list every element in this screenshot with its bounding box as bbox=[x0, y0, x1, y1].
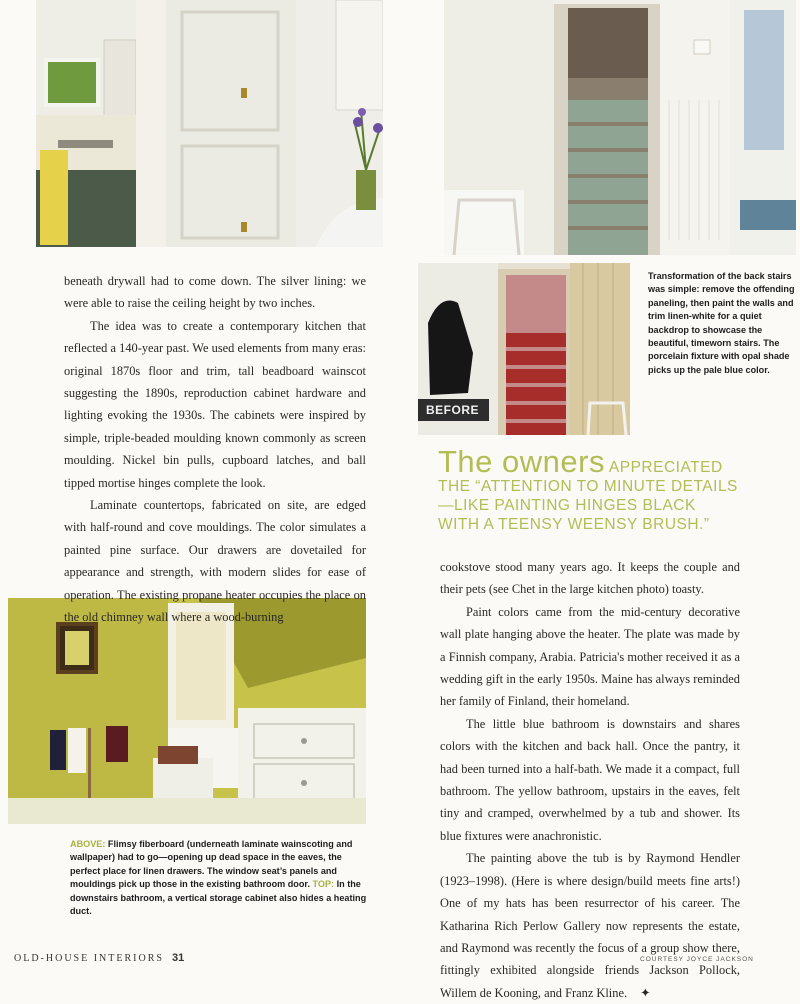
body-paragraph bbox=[440, 847, 740, 1004]
pull-quote-line: THE “ATTENTION TO MINUTE DETAILS bbox=[438, 478, 738, 495]
caption-text-top: In the downstairs bathroom, a vertical storage cabinet also hides a heating duct. bbox=[70, 879, 367, 917]
photo-credit: COURTESY JOYCE JACKSON bbox=[640, 956, 754, 963]
end-mark: ✦ bbox=[640, 985, 651, 1000]
bathroom-caption bbox=[70, 838, 370, 918]
left-body-column bbox=[64, 270, 366, 629]
pull-quote-lead: The owners bbox=[438, 444, 605, 479]
back-stairs-photo bbox=[444, 0, 796, 255]
body-paragraph: Paint colors came from the mid-century decorative wall plate hanging above the heater. The plate was made by a Finnish company, Arabia. Patricia's mother received it as a wedding gift in the early 1950s. Maine has always reminded her family of Finland, their homeland. bbox=[440, 604, 740, 709]
caption-text-above: Flimsy fiberboard (underneath laminate wainscoting and wallpaper) had to go—opening up dead space in the eaves, the perfect place for linen drawers. The window seat’s panels and mouldings pick up those in the existing bathroom door. bbox=[70, 839, 353, 890]
pull-quote-line: —LIKE PAINTING HINGES BLACK bbox=[438, 497, 696, 514]
body-paragraph-text: The painting above the tub is by Raymond Hendler (1923–1998). (Here is where design/build meets fine arts!) One of my hats has been resurrector of his career. The Katharina Rich Perlow Gallery now represents the estate, and Raymond was recently the focus of a group show there, fittingly exhibited alongside friends Jackson Pollock, Willem de Kooning, and Franz Kline. bbox=[440, 851, 740, 1000]
caption-lead-above: ABOVE: bbox=[70, 839, 106, 849]
body-paragraph: Laminate countertops, fabricated on site, are edged with half-round and cove mouldings. The color simulates a painted pine surface. Our drawers are dovetailed for appearance and strength, with modern slides for ease of operation. The existing propane heater occupies the place on the old chimney wall where a wood-burning bbox=[64, 498, 366, 625]
body-paragraph: beneath drywall had to come down. The silver lining: we were able to raise the ceiling height by two inches. bbox=[64, 274, 366, 311]
before-stairs-photo bbox=[418, 263, 630, 435]
right-body-column bbox=[440, 556, 740, 1004]
footer-magazine bbox=[14, 952, 184, 964]
page-number: 31 bbox=[171, 952, 185, 964]
body-paragraph: The idea was to create a contemporary kitchen that reflected a 140-year past. We used elements from many eras: original 1870s floor and trim, tall beadboard wainscot suggesting the 1890s, reproduction cabinet hardware and lighting evoking the 1930s. The cabinets were inspired by simple, triple-beaded moulding known commonly as screen moulding. Nickel bin pulls, cupboard latches, and ball tipped mortise hinges complete the look. bbox=[64, 318, 366, 490]
caption-lead-top: TOP: bbox=[312, 879, 335, 890]
pull-quote bbox=[438, 444, 798, 534]
pull-quote-line: APPRECIATED bbox=[604, 459, 723, 476]
magazine-name: OLD-HOUSE INTERIORS bbox=[14, 953, 164, 964]
pull-quote-line: WITH A TEENSY WEENSY BRUSH.” bbox=[438, 516, 710, 533]
yellow-bathroom-photo bbox=[8, 598, 366, 824]
kitchen-door-photo bbox=[36, 0, 383, 247]
before-label: BEFORE bbox=[418, 399, 489, 421]
stairs-caption: Transformation of the back stairs was simple: remove the offending paneling, then paint the walls and trim linen-white for a quiet backdrop to showcase the beautiful, timeworn stairs. The porcelain fixture with opal shade picks up the pale blue color. bbox=[648, 271, 795, 375]
body-paragraph: The little blue bathroom is downstairs and shares colors with the kitchen and back hall. Once the pantry, it had been turned into a half-bath. We made it a compact, full bathroom. The yellow bathroom, upstairs in the eaves, felt tiny and cramped, overwhelmed by a tub and shower. Its blue fixtures were anachronistic. bbox=[440, 716, 740, 843]
body-paragraph: cookstove stood many years ago. It keeps the couple and their pets (see Chet in the large kitchen photo) toasty. bbox=[440, 560, 740, 597]
